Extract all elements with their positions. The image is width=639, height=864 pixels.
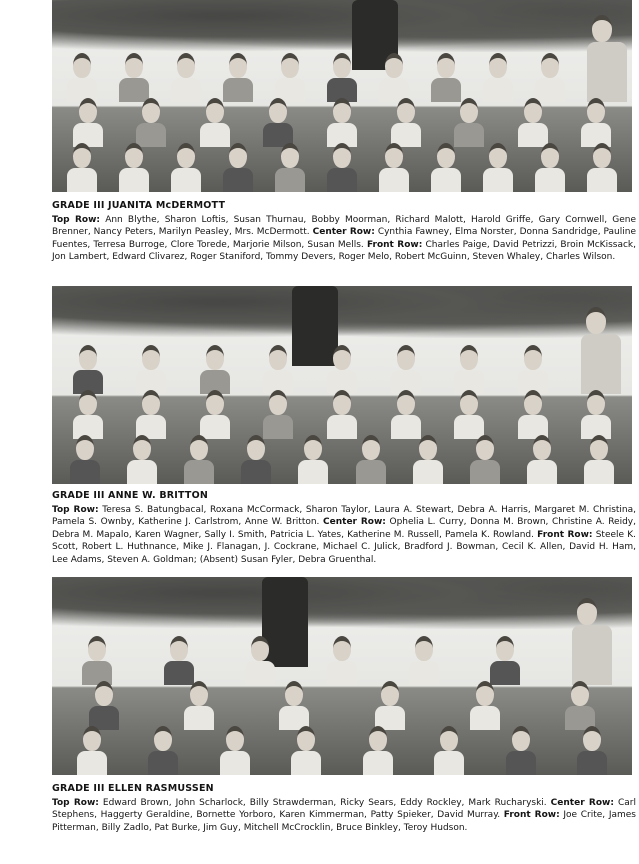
class-photo-mcdermott bbox=[52, 0, 632, 192]
row-names-front: Charles Paige, David Petrizzi, Broin McKissack, Jon Lambert, Edward Clivarez, Roger Staniford, Tommy Devers, Roger Melo, Robert McGuinn, Steven Whaley, Charles Wilson. bbox=[52, 239, 636, 262]
row-names-front: Joe Crite, James Pitterman, Billy Zadlo, Pat Burke, Jim Guy, Mitchell McCrocklin, Bruce Binkley, Teroy Hudson. bbox=[52, 810, 636, 833]
row-label-front: Front Row: bbox=[537, 529, 593, 540]
row-names-top: Teresa S. Batungbacal, Roxana McCormack, Sharon Taylor, Laura A. Stewart, Debra A. Harris, Margaret M. Christina, Pamela S. Ownby, Katherine J. Carlstrom, Anne W. Britton. bbox=[52, 504, 636, 527]
row-label-top: Top Row: bbox=[52, 214, 101, 225]
row-names-center: Cynthia Fawney, Elma Norster, Donna Sandridge, Pauline Fuentes, Terresa Burroge, Clore Torede, Marjorie Milson, Susan Mells. bbox=[52, 227, 636, 250]
row-label-top: Top Row: bbox=[52, 797, 99, 808]
row-names-top: Ann Blythe, Sharon Loftis, Susan Thurnau, Bobby Moorman, Richard Malott, Harold Griffe, Gary Cornwell, Gene Brenner, Nancy Peters, Marilyn Peasley, Mrs. McDermott. bbox=[52, 214, 636, 237]
row-label-front: Front Row: bbox=[366, 239, 423, 250]
row-label-front: Front Row: bbox=[503, 810, 560, 820]
class-photo-rasmussen bbox=[52, 577, 632, 775]
class-photo-britton bbox=[52, 286, 632, 484]
row-label-center: Center Row: bbox=[323, 517, 386, 527]
row-label-top: Top Row: bbox=[52, 504, 99, 515]
row-label-center: Center Row: bbox=[550, 797, 614, 808]
grade-heading: GRADE III JUANITA McDERMOTT bbox=[52, 200, 226, 211]
grade-heading: GRADE III ANNE W. BRITTON bbox=[52, 490, 209, 501]
caption-rasmussen bbox=[52, 783, 636, 834]
caption-britton bbox=[52, 490, 636, 566]
row-names-center: Ophelia L. Curry, Donna M. Brown, Christine A. Reidy, Debra M. Mapalo, Karen Wagner, Sally I. Smith, Patricia L. Yates, Katherine M. Russell, Pamela K. Rowland. bbox=[52, 517, 636, 540]
row-names-front: Steele K. Scott, Robert L. Huthnance, Mike J. Flanagan, J. Cockrane, Michael C. Julick, Bradford J. Bowman, Cecil K. Allen, David H. Ham, Lee Adams, Steven A. Goldman; (Absent) Susan Fyler, Debra Gruenthal. bbox=[52, 529, 636, 565]
row-label-center: Center Row: bbox=[312, 227, 375, 237]
row-names-center: Carl Stephens, Haggerty Geraldine, Bornette Yorboro, Karen Kimmerman, Patty Spieker, David Murray. bbox=[52, 797, 636, 820]
caption-mcdermott bbox=[52, 200, 636, 264]
grade-heading: GRADE III ELLEN RASMUSSEN bbox=[52, 783, 214, 794]
row-names-top: Edward Brown, John Scharlock, Billy Strawderman, Ricky Sears, Eddy Rockley, Mark Rucharyski. bbox=[102, 797, 547, 808]
